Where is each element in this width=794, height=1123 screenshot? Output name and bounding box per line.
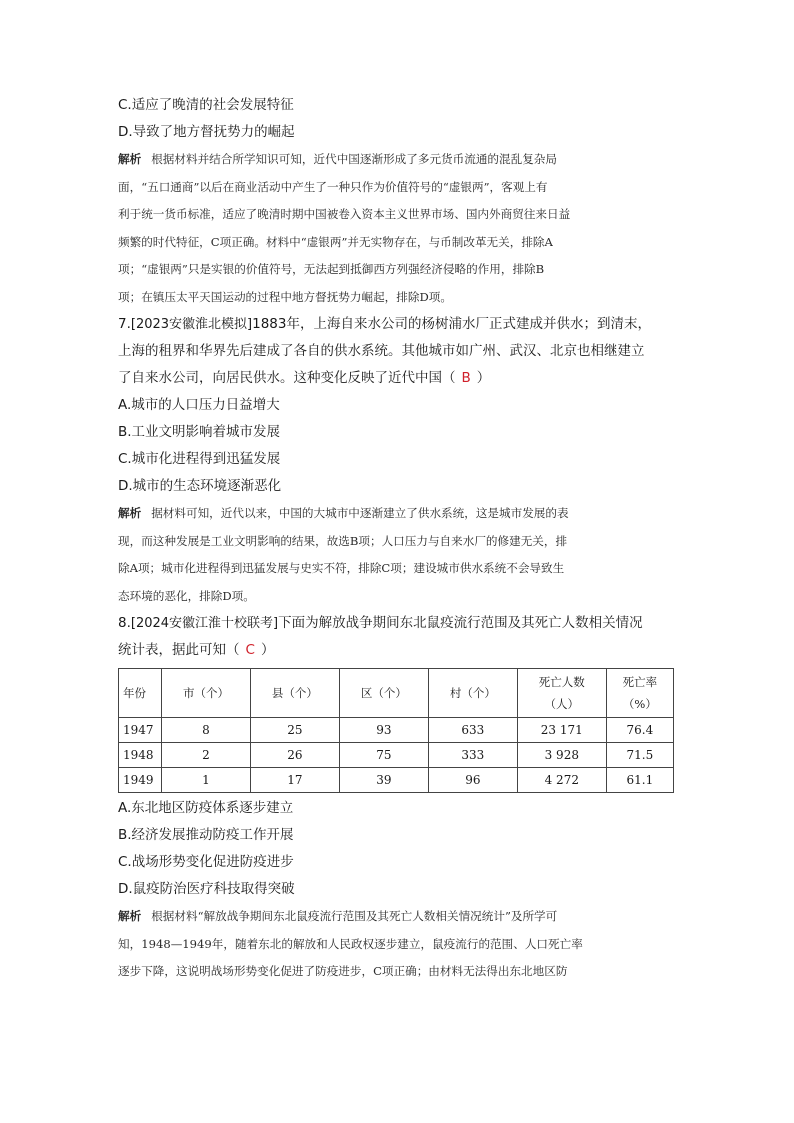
table-cell: 3 928 — [517, 743, 606, 768]
option-c: C.适应了晚清的社会发展特征 — [118, 97, 294, 113]
question-stem-line: 了自来水公司，向居民供水。这种变化反映了近代中国（ B ） — [118, 365, 678, 392]
option-d: D.导致了地方督抚势力的崛起 — [118, 124, 295, 140]
table-cell: 1947 — [119, 718, 162, 743]
table-cell: 4 272 — [517, 768, 606, 793]
explanation-block — [118, 146, 678, 311]
explanation-tag: 解析 — [118, 152, 142, 166]
explanation-line: 知，1948—1949年，随着东北的解放和人民政权逐步建立，鼠疫流行的范围、人口死亡率 — [118, 936, 583, 951]
question-source: [2023安徽淮北模拟] — [130, 317, 253, 332]
question-stem: 7.[2023安徽淮北模拟]1883年，上海自来水公司的杨树浦水厂正式建成并供水；到清末， — [118, 316, 651, 332]
explanation-line: 利于统一货币标准，适应了晚清时期中国被卷入资本主义世界市场、国内外商贸往来日益 — [118, 207, 571, 221]
option-a: A.东北地区防疫体系逐步建立 — [118, 800, 294, 816]
table-cell: 26 — [250, 743, 339, 768]
answer-mark: C — [245, 642, 255, 658]
table-cell: 96 — [428, 768, 517, 793]
explanation-line: 项；在镇压太平天国运动的过程中地方督抚势力崛起，排除D项。 — [118, 289, 452, 304]
explanation-line: 现，而这种发展是工业文明影响的结果，故选B项；人口压力与自来水厂的修建无关，排 — [118, 533, 568, 548]
question-7 — [118, 311, 678, 610]
explanation-line: 解析 据材料可知，近代以来，中国的大城市中逐渐建立了供水系统，这是城市发展的表 — [118, 506, 569, 520]
question-stem: 8.[2024安徽江淮十校联考]下面为解放战争期间东北鼠疫流行范围及其死亡人数相关情况 — [118, 615, 643, 631]
explanation-line: 项；“虚银两”只是实银的价值符号，无法起到抵御西方列强经济侵略的作用，排除B — [118, 262, 545, 276]
option-a: A.城市的人口压力日益增大 — [118, 397, 280, 413]
explanation-line: 频繁的时代特征，C项正确。材料中“虚银两”并无实物存在，与币制改革无关，排除A — [118, 234, 553, 249]
header-year: 年份 — [119, 669, 162, 718]
explanation-line: 面，“五口通商”以后在商业活动中产生了一种只作为价值符号的“虚银两”，客观上有 — [118, 179, 548, 194]
table-row — [119, 768, 674, 793]
header-cities: 市（个） — [162, 669, 251, 718]
plague-statistics-table — [118, 668, 674, 793]
option-b: B.经济发展推动防疫工作开展 — [118, 827, 294, 843]
header-death-rate: 死亡率 （%） — [606, 669, 673, 718]
table-cell: 17 — [250, 768, 339, 793]
table-cell: 39 — [339, 768, 428, 793]
explanation-tag: 解析 — [118, 909, 142, 923]
table-row — [119, 743, 674, 768]
header-counties: 县（个） — [250, 669, 339, 718]
header-villages: 村（个） — [428, 669, 517, 718]
answer-mark: B — [461, 370, 471, 386]
table-cell: 93 — [339, 718, 428, 743]
option-d: D.城市的生态环境逐渐恶化 — [118, 478, 282, 494]
explanation-line: 解析 根据材料“解放战争期间东北鼠疫流行范围及其死亡人数相关情况统计”及所学可 — [118, 909, 558, 923]
explanation-tag: 解析 — [118, 506, 142, 520]
explanation-line: 除A项；城市化进程得到迅猛发展与史实不符，排除C项；建设城市供水系统不会导致生 — [118, 561, 565, 575]
question-number: 8. — [118, 615, 131, 631]
option-b: B.工业文明影响着城市发展 — [118, 424, 281, 440]
explanation-line: 解析 根据材料并结合所学知识可知，近代中国逐渐形成了多元货币流通的混乱复杂局 — [118, 152, 557, 166]
header-districts: 区（个） — [339, 669, 428, 718]
table-cell: 1948 — [119, 743, 162, 768]
explanation-line: 逐步下降，这说明战场形势变化促进了防疫进步，C项正确；由材料无法得出东北地区防 — [118, 964, 568, 978]
table-cell: 1 — [162, 768, 251, 793]
document-page — [118, 92, 678, 986]
question-stem-line: 上海的租界和华界先后建成了各自的供水系统。其他城市如广州、武汉、北京也相继建立 — [118, 343, 645, 359]
explanation-line: 态环境的恶化，排除D项。 — [118, 588, 255, 603]
table-cell: 25 — [250, 718, 339, 743]
table-cell: 1949 — [119, 768, 162, 793]
table-cell: 76.4 — [606, 718, 673, 743]
table-header-row — [119, 669, 674, 718]
table-cell: 633 — [428, 718, 517, 743]
table-cell: 61.1 — [606, 768, 673, 793]
table-cell: 71.5 — [606, 743, 673, 768]
table-row — [119, 718, 674, 743]
table-cell: 8 — [162, 718, 251, 743]
question-number: 7. — [118, 316, 131, 332]
option-c: C.战场形势变化促进防疫进步 — [118, 854, 294, 870]
option-c: C.城市化进程得到迅猛发展 — [118, 451, 281, 467]
question-source: [2024安徽江淮十校联考] — [130, 616, 279, 631]
table-cell: 75 — [339, 743, 428, 768]
option-d: D.鼠疫防治医疗科技取得突破 — [118, 881, 295, 897]
table-cell: 2 — [162, 743, 251, 768]
table-cell: 333 — [428, 743, 517, 768]
question-stem-line: 统计表，据此可知（ C ） — [118, 637, 678, 664]
question-8 — [118, 610, 678, 986]
header-deaths: 死亡人数 （人） — [517, 669, 606, 718]
table-cell: 23 171 — [517, 718, 606, 743]
